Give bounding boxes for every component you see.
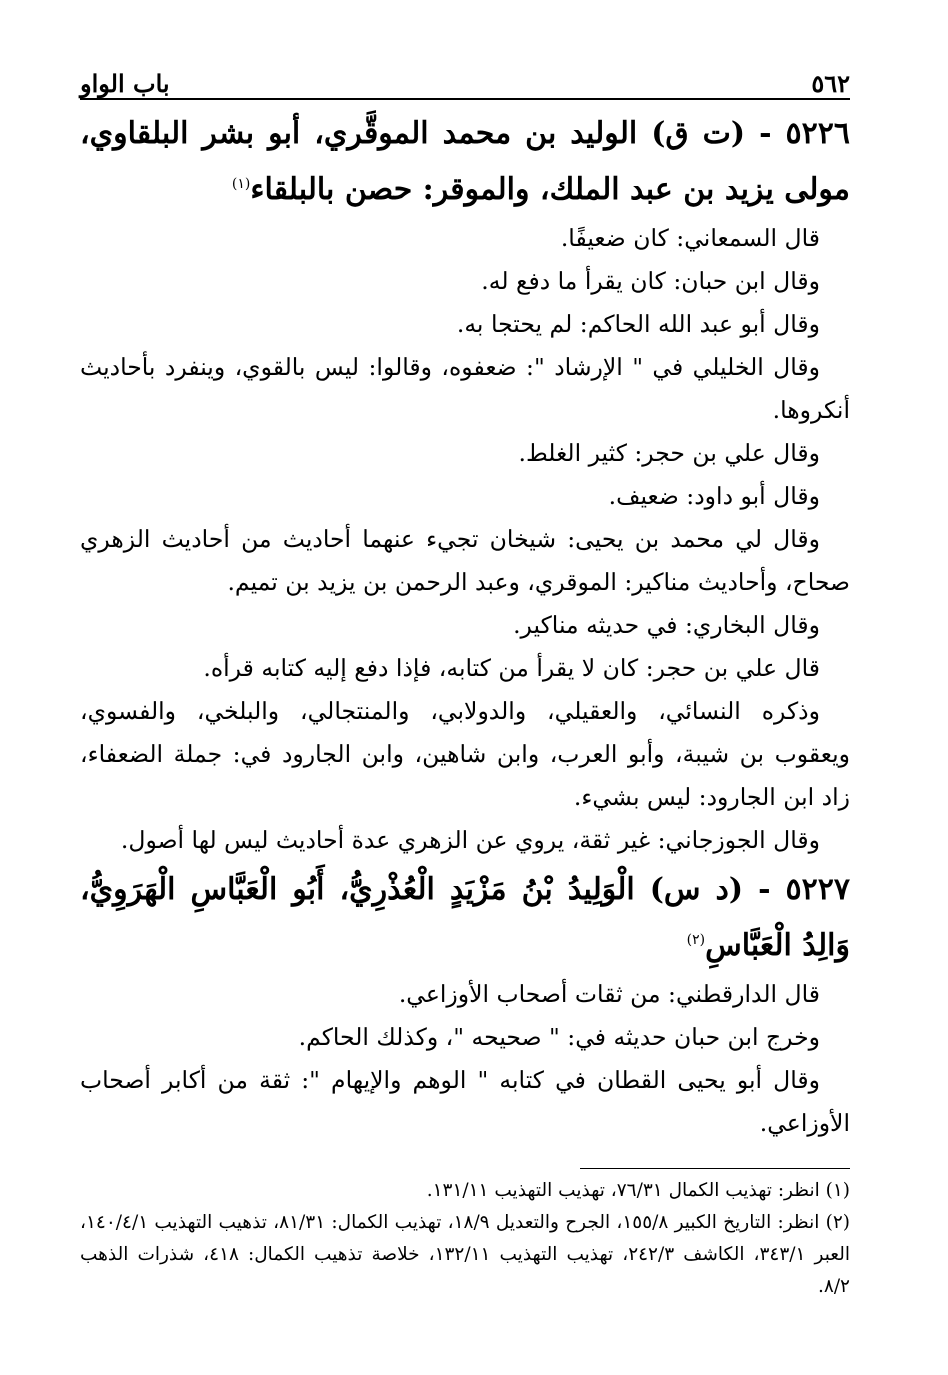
- footnote-marker: (٢): [686, 932, 706, 948]
- chapter-title: باب الواو: [80, 69, 170, 98]
- entry-heading-5227: [80, 864, 850, 971]
- text-line: وقال أبو داود: ضعيف.: [608, 482, 820, 510]
- footnotes: [80, 1168, 850, 1303]
- text-line: وقال أبو عبد الله الحاكم: لم يحتجا به.: [456, 310, 820, 338]
- text-line: وقال الخليلي في " الإرشاد ": ضعفوه، وقالوا: ليس بالقوي، وينفرد بأحاديث أنكروها.: [80, 353, 850, 424]
- page: [80, 60, 850, 1145]
- footnote-marker: (١): [231, 176, 251, 192]
- text-line: قال السمعاني: كان ضعيفًا.: [560, 224, 820, 252]
- text-line: وقال أبو يحيى القطان في كتابه " الوهم والإيهام ": ثقة من أكابر أصحاب الأوزاعي.: [80, 1066, 850, 1137]
- page-number: ٥٦٢: [811, 69, 850, 98]
- entry-heading-5226: [80, 108, 850, 215]
- text-line: وقال علي بن حجر: كثير الغلط.: [518, 439, 820, 467]
- text-line: وذكره النسائي، والعقيلي، والدولابي، والمنتجالي، والبلخي، والفسوي، ويعقوب بن شيبة، وأبو العرب، وابن شاهين، وابن الجارود في: جملة الضعفاء، زاد ابن الجارود: ليس بشيء.: [80, 697, 850, 811]
- text-line: قال الدارقطني: من ثقات أصحاب الأوزاعي.: [398, 980, 820, 1008]
- text-line: قال علي بن حجر: كان لا يقرأ من كتابه، فإذا دفع إليه كتابه قرأه.: [203, 654, 820, 682]
- text-line: وقال ابن حبان: كان يقرأ ما دفع له.: [481, 267, 820, 295]
- main-text: [80, 108, 850, 1145]
- footnote-1: (١) انظر: تهذيب الكمال ٧٦/٣١، تهذيب التهذيب ١٣١/١١.: [426, 1180, 850, 1201]
- text-line: وقال البخاري: في حديثه مناكير.: [513, 611, 820, 639]
- running-header: [80, 60, 850, 100]
- footnote-2: (٢) انظر: التاريخ الكبير ١٥٥/٨، الجرح والتعديل ١٨/٩، تهذيب الكمال: ٨١/٣١، تذهيب التهذيب ١٤٠/٤/١، العبر ٣٤٣/١، الكاشف ٢٤٢/٣، تهذيب التهذيب ١٣٢/١١، خلاصة تذهيب الكمال: ٤١٨، شذرات الذهب ٨/٢.: [80, 1212, 851, 1297]
- text-line: وقال الجوزجاني: غير ثقة، يروي عن الزهري عدة أحاديث ليس لها أصول.: [120, 826, 820, 854]
- entry-heading-text: ٥٢٢٦ - (ت ق) الوليد بن محمد الموقَّري، أبو بشر البلقاوي، مولى يزيد بن عبد الملك، والموقر: حصن بالبلقاء: [80, 116, 850, 207]
- text-line: وخرج ابن حبان حديثه في: " صحيحه "، وكذلك الحاكم.: [298, 1023, 820, 1051]
- text-line: وقال لي محمد بن يحيى: شيخان تجيء عنهما أحاديث من أحاديث الزهري صحاح، وأحاديث مناكير: الموقري، وعبد الرحمن بن يزيد بن تميم.: [80, 525, 850, 596]
- footnote-divider: [580, 1168, 850, 1169]
- entry-heading-text: ٥٢٢٧ - (د س) الْوَلِيدُ بْنُ مَزْيَدٍ الْعُذْرِيُّ، أَبُو الْعَبَّاسِ الْهَرَوِيُّ، وَالِدُ الْعَبَّاسِ: [80, 872, 850, 963]
